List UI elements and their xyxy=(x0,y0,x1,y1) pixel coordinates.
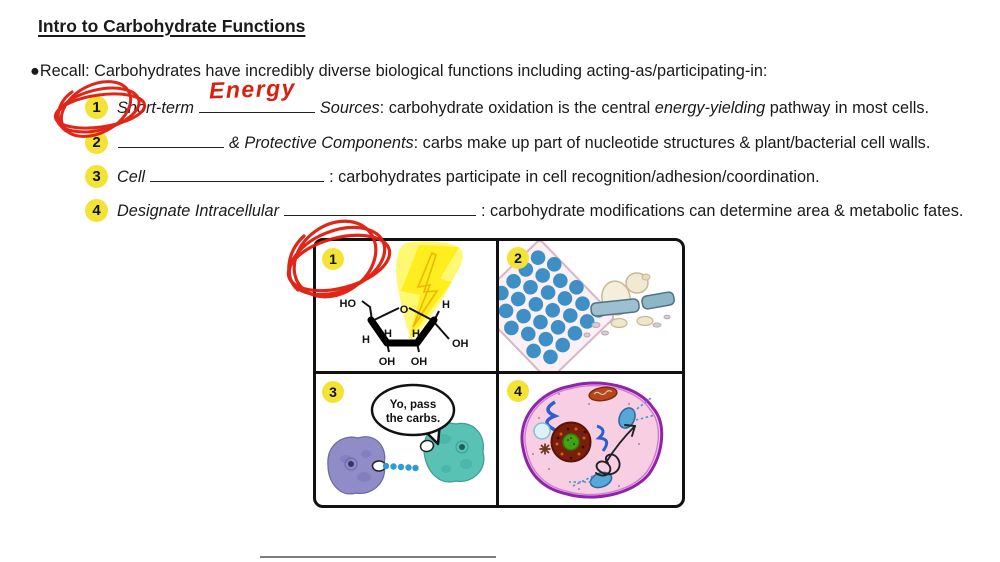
panel-badge-3: 3 xyxy=(322,381,344,403)
nucleus xyxy=(552,423,591,462)
item3-text xyxy=(117,167,820,187)
number-badge-3: 3 xyxy=(85,165,108,188)
item4-blank-line xyxy=(284,201,476,216)
figure-grid xyxy=(313,238,685,508)
chem-label-h-inner-left: H xyxy=(384,328,392,340)
item1-lead: Short-term xyxy=(117,98,194,117)
item1-body-a: : carbohydrate oxidation is the central xyxy=(379,98,655,117)
item1-text xyxy=(117,73,929,118)
chem-label-oh-bottom-right: OH xyxy=(410,356,428,368)
chem-label-h-top: H xyxy=(442,299,450,311)
item2-text xyxy=(117,133,930,153)
item2-blank-line xyxy=(118,133,224,148)
chem-label-oh-right: OH xyxy=(452,338,469,350)
handwritten-energy-annotation: Energy xyxy=(208,73,297,104)
battering-ram-group xyxy=(584,273,675,337)
chem-label-h-inner-right: H xyxy=(412,328,420,340)
item1-blank-line xyxy=(199,73,315,113)
partial-underline-next-section xyxy=(260,556,496,558)
centriole-asterisk xyxy=(540,444,551,455)
panel-badge-1: 1 xyxy=(322,248,344,270)
speech-line-2: the carbs. xyxy=(385,413,441,425)
chem-label-h-outer-left: H xyxy=(362,334,370,346)
item1-after-blank: Sources xyxy=(319,98,380,117)
item2-body: : carbs make up part of nucleotide structures & plant/bacterial cell walls. xyxy=(413,133,931,152)
item3-blank-line xyxy=(150,167,324,182)
list-item-3 xyxy=(85,165,820,188)
chem-label-oh-bottom-left: OH xyxy=(378,356,396,368)
item4-body: : carbohydrate modifications can determine area & metabolic fates. xyxy=(481,201,964,220)
panel-badge-4: 4 xyxy=(507,380,529,402)
item4-lead: Designate Intracellular xyxy=(117,201,279,220)
intro-line: ●Recall: Carbohydrates have incredibly diverse biological functions including acting-as/participating-in: xyxy=(30,62,768,80)
item4-text xyxy=(117,201,963,221)
number-badge-1: 1 xyxy=(85,96,108,119)
purple-cell xyxy=(328,437,386,494)
number-badge-2: 2 xyxy=(85,131,108,154)
vacuole xyxy=(534,423,550,439)
carb-chain-dots xyxy=(383,463,419,471)
list-item-4 xyxy=(85,199,963,222)
item3-lead: Cell xyxy=(117,167,146,186)
list-item-1 xyxy=(85,73,929,119)
number-badge-4: 4 xyxy=(85,199,108,222)
item3-body: : carbohydrates participate in cell recognition/adhesion/coordination. xyxy=(329,167,820,186)
item2-after-blank: & Protective Components xyxy=(229,133,414,152)
chem-label-ho: HO xyxy=(339,298,356,310)
item1-body-b: pathway in most cells. xyxy=(765,98,929,117)
chem-label-o: O xyxy=(399,304,409,316)
list-item-2 xyxy=(85,131,930,154)
panel-badge-2: 2 xyxy=(507,247,529,269)
page-title: Intro to Carbohydrate Functions xyxy=(38,16,306,36)
item1-body-italic: energy-yielding xyxy=(654,98,766,117)
nucleolus xyxy=(563,434,579,450)
speech-line-1: Yo, pass xyxy=(389,399,437,411)
